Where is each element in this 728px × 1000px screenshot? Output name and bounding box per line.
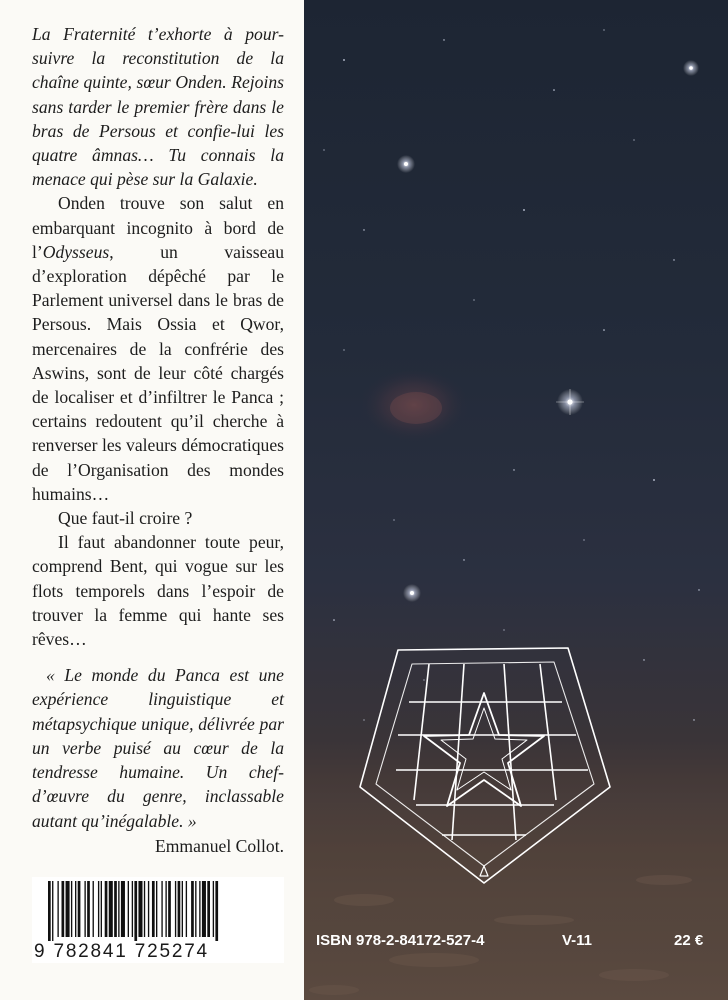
blurb-paragraph-1-end: , un vaisseau d’exploration dépêché par le Parlement universel dans le bras de Persous. Mais Ossia et Qwor, mercenaires de la confrérie des Aswins, sont de leur côté chargés de localiser et d’infiltrer le Panca ; certains redoutent qu’il cherche à renverser les valeurs démocratiques de l’Organisation des mondes humains…: [32, 241, 284, 504]
barcode-bar: [101, 881, 102, 937]
barcode-bar: [134, 881, 137, 941]
barcode-bar: [161, 881, 162, 937]
barcode-bar: [165, 881, 166, 937]
star: [343, 59, 345, 61]
quote-author: Emmanuel Collot.: [154, 835, 284, 856]
barcode-digits: 9 782841 725274: [34, 941, 209, 962]
star: [473, 299, 474, 300]
blurb-paragraph-1: [32, 191, 284, 506]
barcode-bar: [138, 881, 142, 937]
barcode-bar: [215, 881, 218, 941]
bright-star-3: [556, 389, 584, 415]
barcode-bar: [109, 881, 113, 937]
blurb-paragraph-1-start: Onden trouve son salut en embarquant incognito à bord de l’: [32, 193, 284, 262]
barcode-bar: [78, 881, 81, 937]
star: [653, 479, 655, 481]
star: [463, 559, 464, 560]
star: [343, 349, 344, 350]
star: [523, 209, 525, 211]
price: 22 €: [674, 932, 704, 949]
barcode-bar: [105, 881, 108, 937]
star: [603, 29, 604, 30]
barcode-bar: [182, 881, 183, 937]
barcode-bar: [186, 881, 187, 937]
barcode-bar: [191, 881, 194, 937]
star: [363, 719, 364, 720]
bright-star-4: [403, 584, 421, 602]
series-code: V-11: [562, 932, 593, 949]
barcode-bar: [195, 881, 196, 937]
barcode-bar: [66, 881, 70, 937]
barcode-bar: [175, 881, 176, 937]
barcode-bar: [87, 881, 90, 937]
star: [603, 329, 605, 331]
barcode-bar: [207, 881, 210, 937]
barcode-bar: [75, 881, 76, 937]
barcode-bar: [178, 881, 181, 937]
star: [393, 519, 394, 520]
star: [643, 659, 644, 660]
star: [423, 679, 424, 680]
barcode-bar: [156, 881, 157, 937]
bright-star-1: [683, 60, 699, 76]
text-panel: [0, 0, 304, 1000]
barcode-bar: [152, 881, 155, 937]
barcode-bar: [128, 881, 129, 937]
star: [693, 719, 694, 720]
barcode-bar: [199, 881, 200, 937]
star: [698, 589, 699, 590]
barcode: [32, 877, 284, 963]
barcode-bar: [62, 881, 65, 937]
star: [633, 139, 634, 140]
star: [553, 89, 555, 91]
barcode-bar: [213, 881, 214, 937]
barcode-bar: [202, 881, 206, 937]
star: [443, 39, 444, 40]
bright-star-2: [397, 155, 415, 173]
nebula-core: [390, 392, 442, 424]
star: [583, 539, 584, 540]
blurb-paragraph-2: Que faut-il croire ?: [58, 508, 193, 529]
blurb: [32, 22, 284, 858]
barcode-bar: [52, 881, 53, 941]
isbn-number: ISBN 978-2-84172-527-4: [316, 932, 485, 949]
ship-name: Odysseus: [42, 241, 110, 262]
stars: [323, 29, 699, 720]
starfield-illustration: [304, 0, 728, 1000]
star: [323, 149, 324, 150]
barcode-bar: [121, 881, 125, 937]
barcode-bar: [98, 881, 99, 937]
blurb-paragraph-3: Il faut abandonner toute peur, comprend Bent, qui vogue sur les flots temporels dans l’espoir de trouver la femme qui hante ses rêves…: [32, 532, 284, 650]
planet-surface: [304, 780, 728, 1000]
barcode-bar: [132, 881, 133, 937]
star: [363, 229, 364, 230]
barcode-bar: [118, 881, 119, 937]
barcode-bar: [48, 881, 51, 941]
barcode-bars: [48, 881, 276, 941]
barcode-bar: [114, 881, 117, 937]
barcode-bar: [57, 881, 58, 937]
star: [333, 619, 335, 621]
barcode-bar: [93, 881, 94, 937]
star: [673, 259, 674, 260]
star: [503, 629, 504, 630]
barcode-bar: [168, 881, 171, 937]
barcode-bar: [148, 881, 149, 937]
barcode-bar: [71, 881, 72, 937]
barcode-bar: [144, 881, 145, 937]
blurb-intro: La Fraternité t’exhorte à pour-suivre la reconstitution de la chaîne quinte, sœur Onden. Rejoins sans tarder le premier frère dans le bras de Persous et confie-lui les quatre âmnas… Tu connais la menace qui pèse sur la Galaxie.: [32, 24, 284, 190]
cover-artwork: [304, 0, 728, 1000]
barcode-bar: [84, 881, 85, 937]
review-quote: « Le monde du Panca est une expérience linguistique et métapsychique unique, délivrée par un verbe puisé au cœur de la tendresse humaine. Un chef-d’œuvre du genre, inclassable autant qu’inégalable. »: [32, 665, 284, 831]
star: [513, 469, 514, 470]
